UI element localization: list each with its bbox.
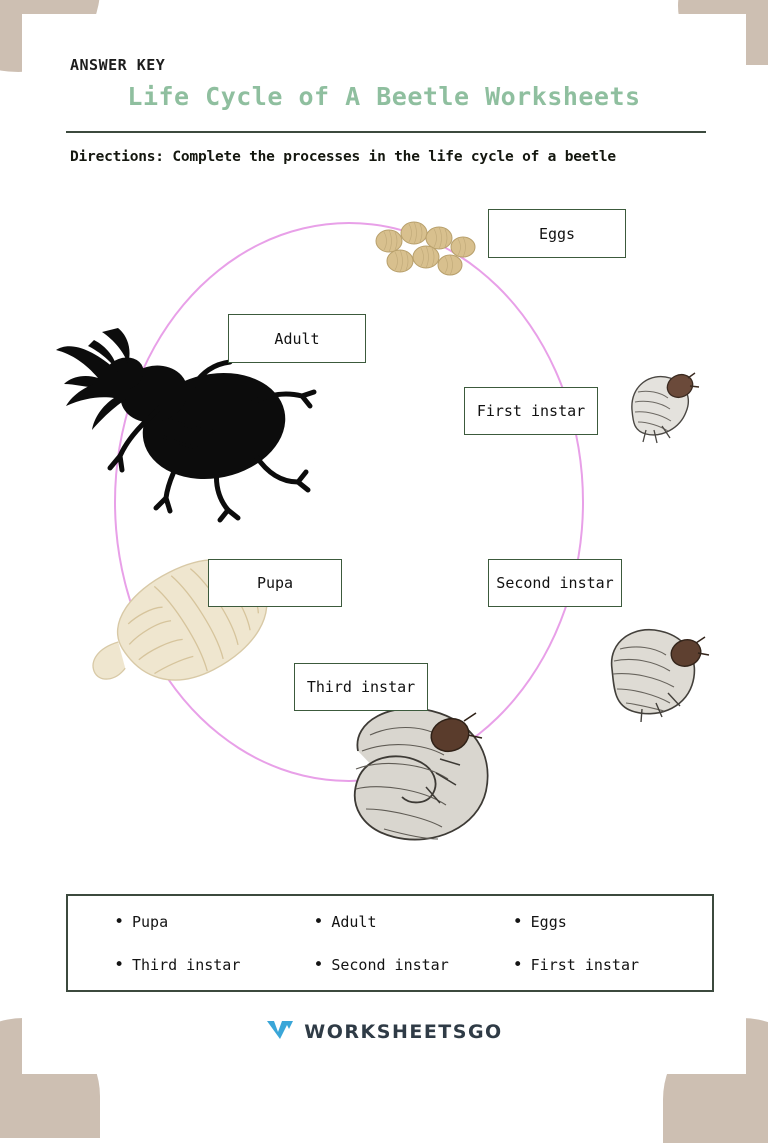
stage-label-second-instar[interactable]: Second instar (488, 559, 622, 607)
page-title: Life Cycle of A Beetle Worksheets (127, 82, 641, 111)
w-logo-icon (265, 1018, 295, 1046)
word-bank-item[interactable]: • Third instar (114, 956, 313, 974)
directions-text: Directions: Complete the processes in the life cycle of a beetle (70, 149, 616, 165)
word-bank-item[interactable]: • Eggs (513, 913, 712, 931)
first-instar-larva-illustration (602, 364, 712, 459)
word-bank-item[interactable]: • Pupa (114, 913, 313, 931)
word-bank-item[interactable]: • First instar (513, 956, 712, 974)
title-divider (66, 131, 706, 133)
third-instar-larva-illustration (322, 699, 512, 859)
stage-label-third-instar[interactable]: Third instar (294, 663, 428, 711)
footer-brand-name (304, 1021, 502, 1043)
word-bank-item[interactable]: • Adult (313, 913, 512, 931)
beetle-eggs-illustration (362, 219, 482, 289)
word-bank (66, 894, 714, 992)
second-instar-larva-illustration (594, 619, 714, 729)
stage-label-first-instar[interactable]: First instar (464, 387, 598, 435)
stage-label-eggs[interactable]: Eggs (488, 209, 626, 258)
answer-key-label: ANSWER KEY (70, 56, 166, 74)
life-cycle-diagram (22, 189, 746, 849)
footer-brand-first: WORKSHEETS (304, 1021, 468, 1043)
stage-label-pupa[interactable]: Pupa (208, 559, 342, 607)
footer-brand-second: GO (467, 1021, 503, 1043)
worksheet-sheet (22, 14, 746, 1074)
footer-branding (0, 1018, 768, 1046)
stage-label-adult[interactable]: Adult (228, 314, 366, 363)
word-bank-item[interactable]: • Second instar (313, 956, 512, 974)
